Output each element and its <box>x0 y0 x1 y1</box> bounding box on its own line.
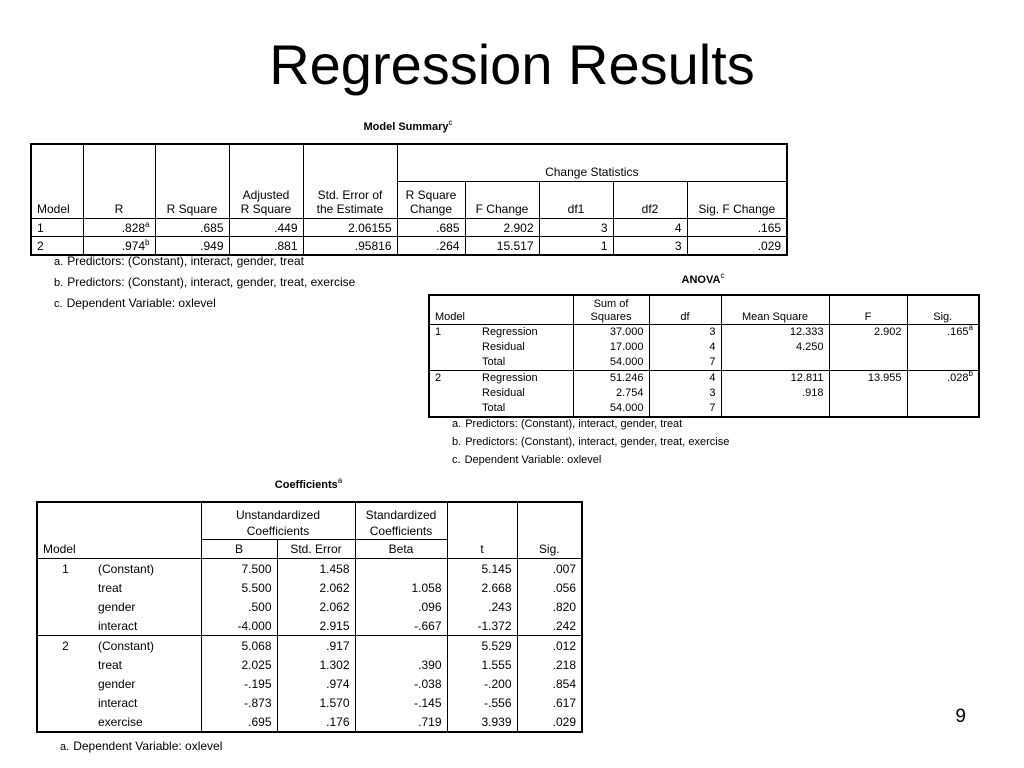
ms-cell-r-value: .828 <box>121 220 146 235</box>
table-row <box>37 693 582 712</box>
co-cell-se: .917 <box>277 636 355 656</box>
ms-footnote-letter: b. <box>54 277 64 289</box>
an-cell-df: 4 <box>649 371 721 387</box>
table-row <box>429 386 979 401</box>
an-footnote-letter: b. <box>452 436 462 448</box>
table-row <box>429 371 979 387</box>
co-cell-term: (Constant) <box>93 559 201 579</box>
co-footnote-letter: a. <box>60 741 70 753</box>
ms-cell-adj: .449 <box>229 219 303 237</box>
an-cell-sig-value: .165 <box>947 326 969 338</box>
an-col-model: Model <box>429 295 477 325</box>
co-cell-se: 2.062 <box>277 578 355 597</box>
slide-title: Regression Results <box>269 33 755 96</box>
ms-col-df1: df1 <box>539 182 613 219</box>
an-cell-ms <box>721 401 829 417</box>
co-cell-beta <box>355 636 447 656</box>
co-cell-model <box>37 674 93 693</box>
co-cell-sig: .056 <box>517 578 582 597</box>
table-row <box>37 616 582 636</box>
co-cell-term: (Constant) <box>93 636 201 656</box>
an-footnote-a <box>452 417 682 431</box>
an-cell-ss: 17.000 <box>573 340 649 355</box>
ms-cell-f-change: 2.902 <box>465 219 539 237</box>
ms-change-statistics-header: Change Statistics <box>397 144 787 182</box>
co-cell-beta: 1.058 <box>355 578 447 597</box>
co-standardized-header: Standardized Coefficients <box>355 502 447 540</box>
table-row <box>31 237 787 256</box>
ms-footnote-b <box>54 275 355 290</box>
table-row <box>429 401 979 417</box>
co-unstandardized-header: Unstandardized Coefficients <box>201 502 355 540</box>
an-cell-ms: 4.250 <box>721 340 829 355</box>
ms-col-f-change: F Change <box>465 182 539 219</box>
ms-col-adjusted-r-square: Adjusted R Square <box>229 182 303 219</box>
co-cell-beta: .096 <box>355 597 447 616</box>
ms-cell-se: 2.06155 <box>303 219 397 237</box>
ms-col-df2: df2 <box>613 182 687 219</box>
an-footnote-letter: c. <box>452 454 461 466</box>
co-cell-t: 1.555 <box>447 655 517 674</box>
ms-footnote-text: Dependent Variable: oxlevel <box>66 296 216 310</box>
co-cell-sig: .617 <box>517 693 582 712</box>
co-cell-t: -.200 <box>447 674 517 693</box>
co-cell-term: interact <box>93 616 201 636</box>
an-cell-df: 3 <box>649 386 721 401</box>
co-cell-sig: .029 <box>517 712 582 732</box>
co-cell-sig: .854 <box>517 674 582 693</box>
an-footnote-letter: a. <box>452 418 462 430</box>
an-cell-source: Regression <box>482 372 538 384</box>
an-footnote-text: Predictors: (Constant), interact, gender, treat <box>465 418 683 430</box>
an-cell-sig <box>907 371 979 387</box>
an-cell-f <box>829 355 907 371</box>
co-cell-t: 5.529 <box>447 636 517 656</box>
an-cell-f: 2.902 <box>829 325 907 341</box>
table-row <box>429 340 979 355</box>
model-summary-caption <box>30 118 786 133</box>
co-cell-beta: -.038 <box>355 674 447 693</box>
ms-cell-r <box>83 219 155 237</box>
an-cell-sig-sup: a <box>968 324 973 332</box>
an-cell-source: Total <box>477 401 573 417</box>
co-cell-beta: .390 <box>355 655 447 674</box>
co-cell-model <box>37 655 93 674</box>
an-cell-source: Regression <box>482 326 538 338</box>
co-cell-b: -.873 <box>201 693 277 712</box>
co-cell-b: 2.025 <box>201 655 277 674</box>
co-cell-b: 7.500 <box>201 559 277 579</box>
an-cell-model <box>429 401 477 417</box>
model-summary-table <box>30 143 788 256</box>
anova-caption-text: ANOVA <box>681 274 721 286</box>
table-row <box>429 325 979 341</box>
an-cell-sig <box>907 355 979 371</box>
an-cell-df: 7 <box>649 355 721 371</box>
co-cell-b: 5.500 <box>201 578 277 597</box>
an-cell-f: 13.955 <box>829 371 907 387</box>
an-col-f: F <box>829 295 907 325</box>
co-footnote-a <box>60 739 222 754</box>
ms-col-r-square: R Square <box>155 182 229 219</box>
co-cell-se: 1.302 <box>277 655 355 674</box>
co-cell-se: 2.915 <box>277 616 355 636</box>
an-cell-ss: 54.000 <box>573 355 649 371</box>
ms-cell-rsq-change: .685 <box>397 219 465 237</box>
an-cell-ms <box>721 355 829 371</box>
an-cell-df: 7 <box>649 401 721 417</box>
ms-col-r-square-change: R Square Change <box>397 182 465 219</box>
ms-cell-se: .95816 <box>303 237 397 256</box>
ms-footnote-a <box>54 254 304 269</box>
co-cell-se: 1.458 <box>277 559 355 579</box>
ms-cell-f-change: 15.517 <box>465 237 539 256</box>
an-cell-sig <box>907 325 979 341</box>
an-cell-sig <box>907 401 979 417</box>
ms-col-sig-f-change: Sig. F Change <box>687 182 787 219</box>
model-summary-caption-text: Model Summary <box>363 121 449 133</box>
ms-cell-df2: 3 <box>613 237 687 256</box>
co-cell-sig: .242 <box>517 616 582 636</box>
ms-footnote-letter: a. <box>54 256 64 268</box>
an-cell-f <box>829 401 907 417</box>
co-cell-model <box>37 578 93 597</box>
ms-cell-df1: 1 <box>539 237 613 256</box>
ms-footnote-text: Predictors: (Constant), interact, gender, treat, exercise <box>67 275 356 289</box>
an-cell-df: 3 <box>649 325 721 341</box>
table-row <box>37 578 582 597</box>
model-summary-caption-sup: c <box>448 118 453 127</box>
coefficients-caption-text: Coefficients <box>274 479 338 491</box>
co-cell-t: 2.668 <box>447 578 517 597</box>
co-cell-se: 2.062 <box>277 597 355 616</box>
table-row <box>37 636 582 656</box>
an-cell-f <box>829 340 907 355</box>
table-row <box>31 219 787 237</box>
ms-cell-r-sup: b <box>145 237 150 247</box>
ms-cell-r-sup: a <box>145 219 150 229</box>
co-cell-b: -.195 <box>201 674 277 693</box>
ms-col-model: Model <box>31 182 83 219</box>
co-col-sig: Sig. <box>517 540 582 559</box>
an-cell-ms: .918 <box>721 386 829 401</box>
an-footnote-c <box>452 453 601 467</box>
ms-cell-df1: 3 <box>539 219 613 237</box>
an-col-df: df <box>649 295 721 325</box>
co-cell-model <box>37 597 93 616</box>
co-cell-model <box>37 616 93 636</box>
an-col-sum-of-squares: Sum of Squares <box>573 295 649 325</box>
ms-cell-r <box>83 237 155 256</box>
ms-cell-adj: .881 <box>229 237 303 256</box>
an-cell-model <box>429 340 477 355</box>
co-cell-sig: .007 <box>517 559 582 579</box>
table-row <box>37 712 582 732</box>
co-cell-t: -.556 <box>447 693 517 712</box>
an-cell-sig-value: .028 <box>947 372 969 384</box>
an-cell-sig <box>907 386 979 401</box>
co-cell-term: gender <box>93 597 201 616</box>
an-cell-source: Total <box>477 355 573 371</box>
co-col-b: B <box>201 540 277 559</box>
an-cell-df: 4 <box>649 340 721 355</box>
co-col-std-error: Std. Error <box>277 540 355 559</box>
co-cell-t: -1.372 <box>447 616 517 636</box>
table-row <box>37 655 582 674</box>
co-cell-model <box>37 712 93 732</box>
an-col-sig: Sig. <box>907 295 979 325</box>
an-cell-sig <box>907 340 979 355</box>
co-cell-term: exercise <box>93 712 201 732</box>
an-cell-model: 1 <box>429 325 477 341</box>
co-cell-b: -4.000 <box>201 616 277 636</box>
co-cell-se: .974 <box>277 674 355 693</box>
anova-caption-sup: c <box>720 271 725 280</box>
co-cell-model: 1 <box>37 559 93 579</box>
ms-cell-sig: .029 <box>687 237 787 256</box>
ms-col-std-error: Std. Error of the Estimate <box>303 182 397 219</box>
co-cell-model <box>37 693 93 712</box>
co-col-beta: Beta <box>355 540 447 559</box>
an-cell-f <box>829 386 907 401</box>
ms-cell-df2: 4 <box>613 219 687 237</box>
coefficients-caption-sup: a <box>337 476 343 485</box>
coefficients-table <box>36 501 583 733</box>
an-cell-sig-sup: b <box>968 370 973 378</box>
co-cell-se: .176 <box>277 712 355 732</box>
an-footnote-text: Predictors: (Constant), interact, gender, treat, exercise <box>465 436 730 448</box>
ms-cell-rsq-change: .264 <box>397 237 465 256</box>
co-cell-term: gender <box>93 674 201 693</box>
an-cell-ss: 54.000 <box>573 401 649 417</box>
table-row <box>37 597 582 616</box>
ms-cell-r-value: .974 <box>121 238 146 253</box>
co-col-model: Model <box>37 540 93 559</box>
co-cell-model: 2 <box>37 636 93 656</box>
an-cell-model <box>429 355 477 371</box>
ms-cell-model: 1 <box>31 219 83 237</box>
co-cell-beta <box>355 559 447 579</box>
an-footnote-text: Dependent Variable: oxlevel <box>464 454 602 466</box>
ms-cell-sig: .165 <box>687 219 787 237</box>
co-cell-t: .243 <box>447 597 517 616</box>
an-cell-ms: 12.811 <box>721 371 829 387</box>
an-cell-model <box>429 386 477 401</box>
ms-cell-model: 2 <box>31 237 83 256</box>
an-cell-ss: 37.000 <box>573 325 649 341</box>
ms-col-r: R <box>83 182 155 219</box>
co-cell-term: treat <box>93 578 201 597</box>
an-cell-ss: 51.246 <box>573 371 649 387</box>
ms-footnote-letter: c. <box>54 298 63 310</box>
an-col-mean-square: Mean Square <box>721 295 829 325</box>
co-cell-sig: .820 <box>517 597 582 616</box>
co-cell-b: .500 <box>201 597 277 616</box>
co-cell-b: .695 <box>201 712 277 732</box>
coefficients-caption <box>36 476 581 491</box>
table-row <box>429 355 979 371</box>
ms-footnote-text: Predictors: (Constant), interact, gender, treat <box>67 254 304 268</box>
co-cell-term: interact <box>93 693 201 712</box>
an-cell-source: Residual <box>482 387 525 399</box>
ms-header-blank <box>31 144 83 182</box>
an-cell-model: 2 <box>429 371 477 387</box>
co-cell-t: 3.939 <box>447 712 517 732</box>
co-cell-term: treat <box>93 655 201 674</box>
co-cell-beta: -.667 <box>355 616 447 636</box>
an-cell-source: Residual <box>482 341 525 353</box>
an-cell-ss: 2.754 <box>573 386 649 401</box>
table-row <box>37 559 582 579</box>
ms-cell-r-square: .949 <box>155 237 229 256</box>
co-footnote-text: Dependent Variable: oxlevel <box>73 739 223 753</box>
anova-table <box>428 294 980 418</box>
co-cell-se: 1.570 <box>277 693 355 712</box>
anova-caption <box>428 271 978 286</box>
ms-footnote-c <box>54 296 216 311</box>
an-cell-ms: 12.333 <box>721 325 829 341</box>
co-cell-sig: .012 <box>517 636 582 656</box>
co-cell-b: 5.068 <box>201 636 277 656</box>
an-footnote-b <box>452 435 729 449</box>
table-row <box>37 674 582 693</box>
page-number: 9 <box>955 706 966 727</box>
ms-cell-r-square: .685 <box>155 219 229 237</box>
co-cell-t: 5.145 <box>447 559 517 579</box>
co-col-t: t <box>447 540 517 559</box>
co-cell-beta: -.145 <box>355 693 447 712</box>
co-cell-beta: .719 <box>355 712 447 732</box>
co-cell-sig: .218 <box>517 655 582 674</box>
